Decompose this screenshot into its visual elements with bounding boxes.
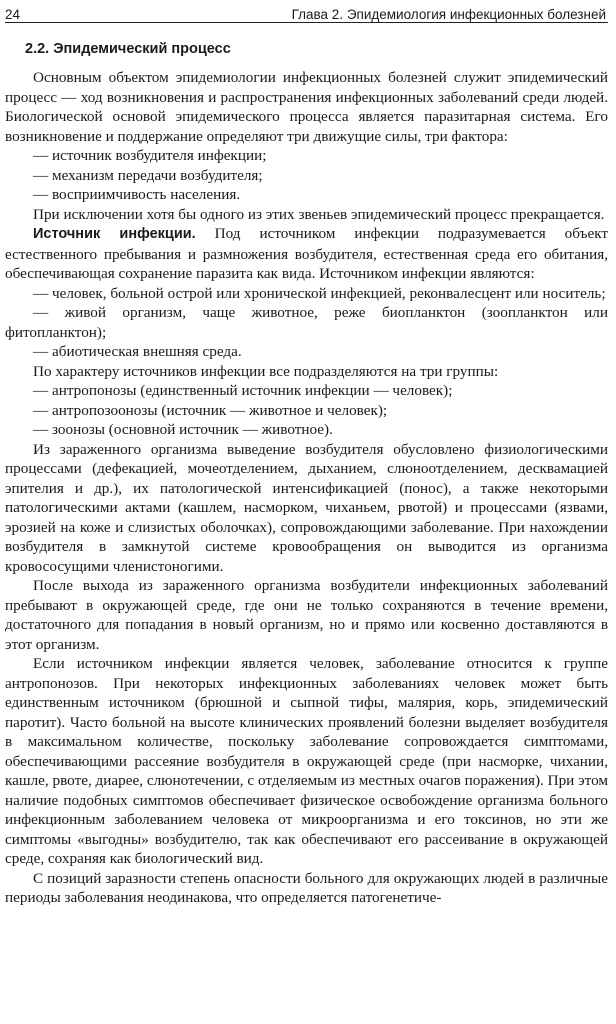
paragraph — [5, 576, 608, 654]
chapter-title: Глава 2. Эпидемиология инфекционных болезней — [291, 7, 606, 22]
paragraph — [5, 166, 608, 186]
paragraph — [5, 303, 608, 342]
paragraph-text: Если источником инфекции является человек, заболевание относится к группе антропонозов. При некоторых инфекционных заболеваниях человек может быть единственным источником (брюшной и сыпной тифы, малярия, корь, эпидемический паротит). Часто больной на высоте клинических проявлений болезни выделяет возбудителя в максимальном количестве, поскольку заболевание сопровождается симптомами, обеспечивающими рассеяние возбудителя в окружающей среде (при насморке, чихании, кашле, рвоте, диарее, слюнотечении, с отделяемым из местных очагов поражения). При этом наличие подобных симптомов обеспечивает физическое освобождение организма больного инфекционным заболеванием человека от микроорганизма и его токсинов, но эти же симптомы «выгодны» возбудителю, так как обеспечивают его рассеивание в окружающей среде, сохраняя как биологический вид. — [5, 655, 608, 867]
paragraph-text: Основным объектом эпидемиологии инфекционных болезней служит эпидемический процесс — ход возникновения и распространения инфекционных заболеваний среди людей. Биологической основой эпидемического процесса является паразитарная система. Его возникновение и поддержание определяют три движущие силы, три фактора: — [5, 69, 608, 145]
paragraph-text: — живой организм, чаще животное, реже биопланктон (зоопланктон или фитопланктон); — [5, 304, 608, 341]
paragraph-text: При исключении хотя бы одного из этих звеньев эпидемический процесс прекращается. — [33, 205, 605, 223]
paragraph-text: — восприимчивость населения. — [33, 186, 241, 203]
paragraph — [5, 362, 608, 382]
paragraph — [5, 869, 608, 908]
paragraph — [5, 420, 608, 440]
paragraph-text: — механизм передачи возбудителя; — [33, 166, 263, 184]
paragraph — [5, 205, 608, 225]
section-title: 2.2. Эпидемический процесс — [25, 41, 231, 57]
paragraph — [5, 284, 608, 304]
paragraph — [5, 342, 608, 362]
body-text — [5, 68, 608, 908]
paragraph — [5, 224, 608, 284]
paragraph-text: — зоонозы (основной источник — животное). — [33, 421, 333, 438]
paragraph-text: — абиотическая внешняя среда. — [33, 343, 242, 360]
paragraph-text: Под источником инфекции подразумевается объект естественного пребывания и размножения возбудителя, естественная среда его обитания, обеспечивающая сохранение паразита как вида. Источником инфекции являются: — [5, 225, 609, 282]
paragraph — [5, 440, 608, 577]
paragraph-text: По характеру источников инфекции все подразделяются на три группы: — [33, 362, 499, 380]
paragraph — [5, 654, 608, 869]
page-number: 24 — [5, 7, 21, 22]
paragraph — [5, 68, 608, 146]
paragraph-lead-term: Источник инфекции. — [33, 226, 196, 242]
running-header — [5, 0, 608, 23]
paragraph — [5, 185, 608, 205]
paragraph-text: Из зараженного организма выведение возбудителя обусловлено физиологическими процессами (дефекацией, мочеотделением, дыханием, слюноотделением, десквамацией эпителия и др.), их патологической интенсификацией (понос), а также некоторыми патологическими актами (кашлем, насморком, чиханьем, рвотой) и процессами (язвами, эрозией на коже и слизистых оболочках), сопровождающими заболевание. При нахождении возбудителя в замкнутой системе кровообращения он выводится из организма кровососущими членистоногими. — [5, 440, 608, 575]
paragraph-text: С позиций заразности степень опасности больного для окружающих людей в различные периоды заболевания неодинакова, что определяется патогенетиче- — [5, 869, 608, 906]
paragraph — [5, 381, 608, 401]
paragraph-text: — человек, больной острой или хронической инфекцией, реконвалесцент или носитель; — [33, 284, 606, 302]
paragraph-text: — антропозоонозы (источник — животное и человек); — [33, 401, 388, 419]
paragraph-text: После выхода из зараженного организма возбудители инфекционных заболеваний пребывают в окружающей среде, где они не только сохраняются в течение времени, достаточного для попадания в новый организм, но и прямо или косвенно доставляются в этот организм. — [5, 577, 608, 653]
paragraph — [5, 401, 608, 421]
paragraph — [5, 146, 608, 166]
paragraph-text: — антропонозы (единственный источник инфекции — человек); — [33, 382, 453, 399]
paragraph-text: — источник возбудителя инфекции; — [33, 147, 267, 164]
